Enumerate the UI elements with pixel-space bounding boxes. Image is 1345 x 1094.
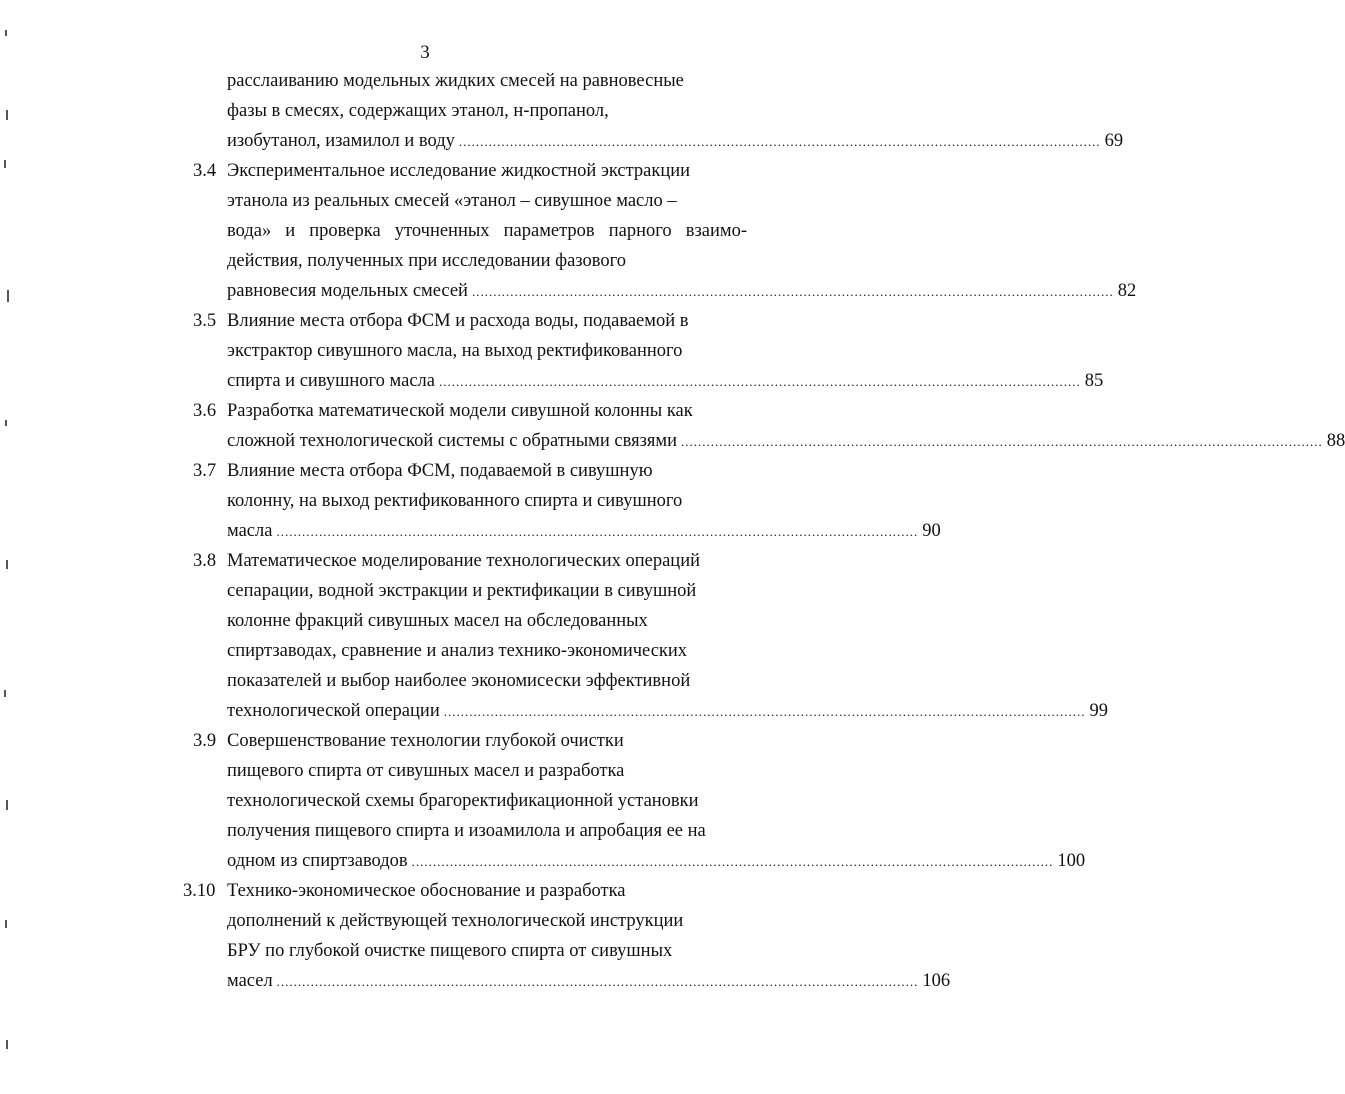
scan-speck <box>4 160 6 168</box>
section-number: 3.8 <box>193 551 217 571</box>
toc-line: технологической операции <box>227 701 440 721</box>
toc-line: показателей и выбор наиболее экономисески эффективной <box>227 671 691 691</box>
section-number: 3.7 <box>193 461 217 481</box>
scan-speck <box>6 110 8 120</box>
toc-entry-last-line <box>227 966 951 997</box>
toc-line: действия, полученных при исследовании фазового <box>227 251 626 271</box>
section-number: 3.4 <box>193 161 217 181</box>
scan-speck <box>6 1040 8 1049</box>
toc-line: колонне фракций сивушных масел на обследованных <box>227 611 648 631</box>
dot-leader: ....................................................................................................................................................... <box>443 704 1086 719</box>
section-number: 3.5 <box>193 311 217 331</box>
page-number: 3 <box>420 42 430 63</box>
toc-page-number: 85 <box>1084 371 1104 391</box>
dot-leader: ....................................................................................................................................................... <box>681 434 1323 449</box>
dot-leader: ....................................................................................................................................................... <box>458 134 1101 149</box>
toc-line: фазы в смесях, содержащих этанол, н-пропанол, <box>227 101 609 121</box>
toc-page-number: 90 <box>922 521 941 541</box>
toc-line: пищевого спирта от сивушных масел и разработка <box>227 761 625 781</box>
toc-entry-last-line <box>227 366 1104 397</box>
scan-speck <box>6 800 8 810</box>
scan-speck <box>5 30 7 36</box>
scan-speck <box>4 690 6 697</box>
toc-line: спирта и сивушного масла <box>227 371 435 391</box>
toc-page-number: 106 <box>922 971 951 991</box>
dot-leader: ....................................................................................................................................................... <box>276 524 919 539</box>
toc-page-number: 82 <box>1117 281 1137 301</box>
toc-line: 3.6 Разработка математической модели сивушной колонны как <box>227 396 747 426</box>
toc-line: вода» и проверка уточненных параметров парного взаимо- <box>227 221 747 241</box>
toc-page-number: 100 <box>1057 851 1086 871</box>
section-number: 3.10 <box>183 881 216 901</box>
toc-line: расслаиванию модельных жидких смесей на равновесные <box>227 71 684 91</box>
toc-line: масел <box>227 971 273 991</box>
toc-line: равновесия модельных смесей <box>227 281 468 301</box>
toc-entry-last-line <box>227 516 941 547</box>
toc-entry-last-line <box>227 426 1345 457</box>
scan-speck <box>7 290 9 302</box>
scan-speck <box>6 560 8 569</box>
toc-line: 3.5 Влияние места отбора ФСМ и расхода воды, подаваемой в <box>227 306 747 336</box>
section-number: 3.6 <box>193 401 217 421</box>
scan-speck <box>5 920 7 928</box>
toc-line: дополнений к действующей технологической инструкции <box>227 911 684 931</box>
dot-leader: ....................................................................................................................................................... <box>471 284 1114 299</box>
toc-line: 3.10 Технико-экономическое обоснование и разработка <box>227 876 747 906</box>
toc-line: 3.8 Математическое моделирование технологических операций <box>227 546 747 576</box>
toc-page-number: 69 <box>1104 131 1124 151</box>
toc-line: масла <box>227 521 273 541</box>
toc-line: получения пищевого спирта и изоамилола и апробация ее на <box>227 821 706 841</box>
toc-entry-last-line <box>227 276 1137 307</box>
toc-entry-last-line <box>227 846 1086 877</box>
toc-line: колонну, на выход ректификованного спирта и сивушного <box>227 491 683 511</box>
dot-leader: ....................................................................................................................................................... <box>411 854 1054 869</box>
dot-leader: ....................................................................................................................................................... <box>439 374 1081 389</box>
toc-line: сепарации, водной экстракции и ректификации в сивушной <box>227 581 697 601</box>
toc-line: одном из спиртзаводов <box>227 851 408 871</box>
toc-line: сложной технологической системы с обратными связями <box>227 431 678 451</box>
toc-line: 3.4 Экспериментальное исследование жидкостной экстракции <box>227 156 747 186</box>
toc-entry-last-line <box>227 696 1108 727</box>
toc-page-number: 88 <box>1326 431 1345 451</box>
toc-line: технологической схемы брагоректификационной установки <box>227 791 699 811</box>
toc-entry-last-line <box>227 126 1124 157</box>
scan-speck <box>5 420 7 426</box>
toc-line: 3.9 Совершенствование технологии глубокой очистки <box>227 726 747 756</box>
toc-line: спиртзаводах, сравнение и анализ технико-экономических <box>227 641 688 661</box>
toc-line: БРУ по глубокой очистке пищевого спирта от сивушных <box>227 941 673 961</box>
section-number: 3.9 <box>193 731 217 751</box>
toc-line: изобутанол, изамилол и воду <box>227 131 455 151</box>
toc-line: этанола из реальных смесей «этанол – сивушное масло – <box>227 191 677 211</box>
toc-line: экстрактор сивушного масла, на выход ректификованного <box>227 341 683 361</box>
dot-leader: ....................................................................................................................................................... <box>276 974 919 989</box>
toc-page-number: 99 <box>1089 701 1108 721</box>
scan-edge-marks <box>0 0 14 1094</box>
toc-line: 3.7 Влияние места отбора ФСМ, подаваемой в сивушную <box>227 456 747 486</box>
